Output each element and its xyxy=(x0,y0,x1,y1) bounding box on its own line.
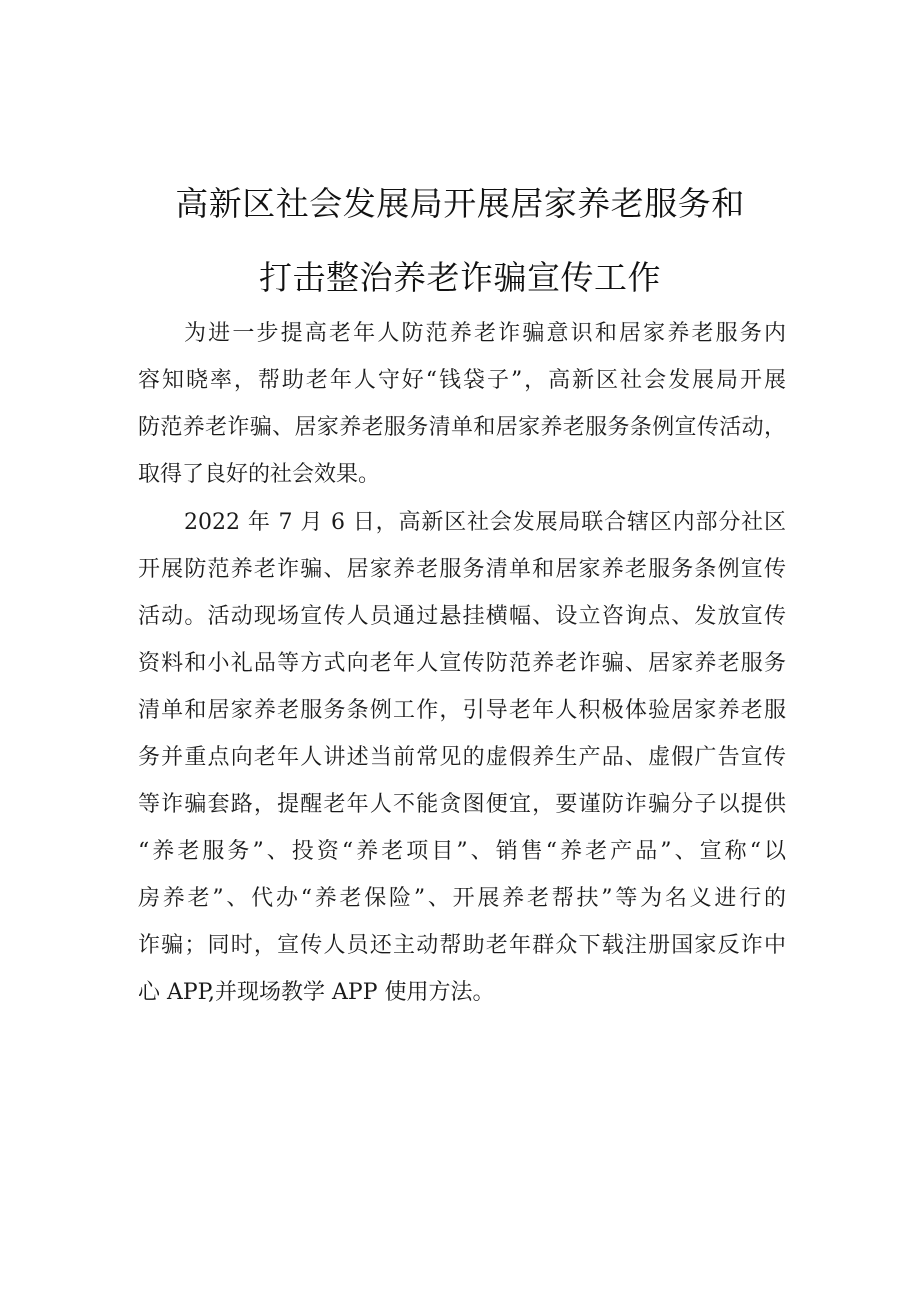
paragraph-2-line-6: 务并重点向老年人讲述当前常见的虚假养生产品、虚假广告宣传 xyxy=(138,745,786,770)
paragraph-2-line-11: 心 APP,并现场教学 APP 使用方法。 xyxy=(138,980,495,1005)
paragraph-1-line-1: 为进一步提高老年人防范养老诈骗意识和居家养老服务内 xyxy=(184,321,786,346)
paragraph-2-line-5: 清单和居家养老服务条例工作，引导老年人积极体验居家养老服 xyxy=(138,698,786,723)
paragraph-2-line-10: 诈骗；同时，宣传人员还主动帮助老年群众下载注册国家反诈中 xyxy=(138,933,786,958)
paragraph-1-line-4: 取得了良好的社会效果。 xyxy=(138,462,381,487)
paragraph-1-line-2: 容知晓率，帮助老年人守好“钱袋子”，高新区社会发展局开展 xyxy=(138,368,786,393)
paragraph-2-line-2: 开展防范养老诈骗、居家养老服务清单和居家养老服务条例宣传 xyxy=(138,557,786,582)
paragraph-2-line-3: 活动。活动现场宣传人员通过悬挂横幅、设立咨询点、发放宣传 xyxy=(138,604,786,629)
paragraph-2-line-8: “养老服务”、投资“养老项目”、销售“养老产品”、宣称“以 xyxy=(138,839,786,864)
document-title-line-1: 高新区社会发展局开展居家养老服务和 xyxy=(175,184,745,223)
paragraph-2-line-7: 等诈骗套路，提醒老年人不能贪图便宜，要谨防诈骗分子以提供 xyxy=(138,792,786,817)
paragraph-2-line-1: 2022 年 7 月 6 日，高新区社会发展局联合辖区内部分社区 xyxy=(184,510,786,535)
paragraph-2-line-9: 房养老”、代办“养老保险”、开展养老帮扶”等为名义进行的 xyxy=(138,886,786,911)
document-title-line-2: 打击整治养老诈骗宣传工作 xyxy=(259,258,661,297)
paragraph-1-line-3: 防范养老诈骗、居家养老服务清单和居家养老服务条例宣传活动， xyxy=(138,415,786,440)
paragraph-2-line-4: 资料和小礼品等方式向老年人宣传防范养老诈骗、居家养老服务 xyxy=(138,651,786,676)
